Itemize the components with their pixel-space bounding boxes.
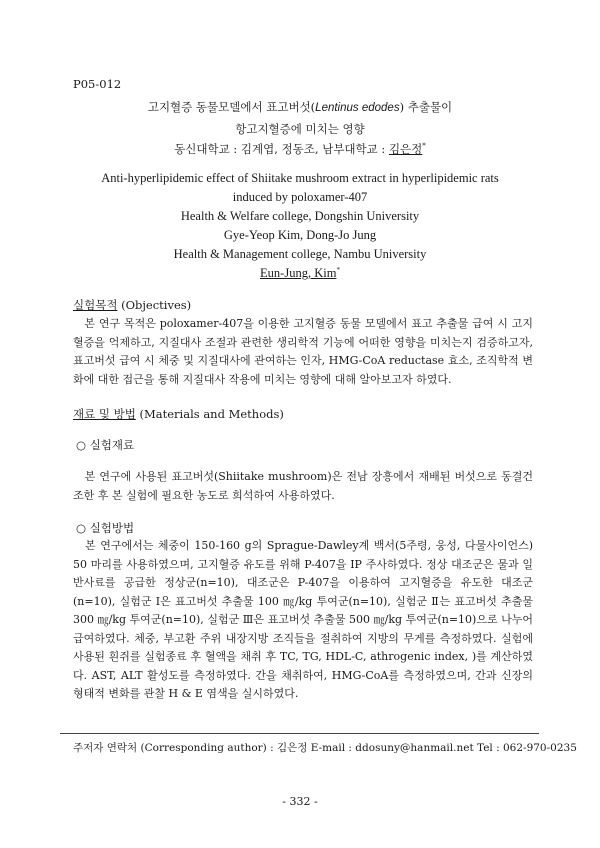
korean-title-line1	[60, 99, 540, 115]
page-number: - 332 -	[282, 795, 318, 808]
korean-affiliations: 동신대학교 : 김계엽, 정동조, 남부대학교 :	[174, 142, 389, 156]
korean-title-line2: 항고지혈증에 미치는 영향	[235, 122, 365, 136]
methods-heading-en: (Materials and Methods)	[135, 407, 284, 421]
objectives-heading	[73, 297, 191, 313]
corresponding-footnote: 주저자 연락처 (Corresponding author) : 김은정 E-mail : ddosuny@hanmail.net Tel : 062-970-0235	[73, 742, 577, 754]
corresponding-mark: *	[422, 142, 426, 151]
scientific-name: Lentinus edodes	[315, 102, 400, 114]
corresponding-author-en: Eun-Jung, Kim	[260, 266, 337, 281]
korean-authors	[60, 141, 540, 157]
procedure-body	[73, 537, 533, 704]
objectives-body	[73, 315, 533, 389]
korean-title-text: 고지혈증 동물모델에서 표고버섯(	[147, 100, 316, 114]
english-title-line2: induced by poloxamer-407	[232, 190, 368, 204]
corresponding-mark-en: *	[336, 266, 340, 274]
objectives-text: 본 연구 목적은 poloxamer-407을 이용한 고지혈증 동물 모델에서 표고 추출물 급여 시 고지혈증을 억제하고, 지질대사 조절과 관련한 생리학적 기능에 어떠한 영향을 미치는지 검증하고자, 표고버섯 급여 시 체중 및 지질대사에 관여하는 인자, HMG-CoA reductase 효소, 조직학적 변화에 대한 접근을 통해 지질대사 작용에 미치는 영향에 대해 알아보고자 하였다.	[73, 317, 533, 386]
english-affiliation-2: Health & Management college, Nambu University	[173, 247, 427, 261]
materials-text: 본 연구에 사용된 표고버섯(Shiitake mushroom)은 전남 장흥에서 재배된 버섯으로 동결건조한 후 본 실험에 필요한 농도로 희석하여 사용하였다.	[73, 470, 533, 502]
english-title-line1: Anti-hyperlipidemic effect of Shiitake mushroom extract in hyperlipidemic rats	[101, 171, 499, 185]
english-authors-1: Gye-Yeop Kim, Dong-Jo Jung	[223, 228, 377, 242]
footnote-divider	[60, 733, 539, 734]
objectives-heading-ko: 실험목적	[73, 298, 118, 312]
procedure-text: 본 연구에서는 체중이 150-160 g의 Sprague-Dawley계 백서(5주령, 웅성, 다물사이언스) 50 마리를 사용하였으며, 고지혈증 유도를 위해 P-407을 IP 주사하였다. 정상 대조군은 물과 일반사료를 공급한 정상군(n=10), 대조군은 P-407을 이용하여 고지혈증을 유도한 대조군(n=10), 실험군 I은 표고버섯 추출물 100 ㎎/kg 투여군(n=10), 실험군 Ⅱ는 표고버섯 추출물 300 ㎎/kg 투여군(n=10), 실험군 Ⅲ은 표고버섯 추출물 500 ㎎/kg 투여군(n=10)으로 나누어 급여하였다. 체중, 부고환 주위 내장지방 조직들을 절취하여 지방의 무게를 측정하였다. 실험에 사용된 흰쥐를 실험종료 후 혈액을 채취 후 TC, TG, HDL-C, athrogenic index, )를 계산하였다. AST, ALT 활성도를 측정하였다. 간을 채취하여, HMG-CoA를 측정하였으며, 간과 신장의 형태적 변화를 관찰 H & E 염색을 실시하였다.	[73, 539, 533, 700]
materials-heading: ○ 실험재료	[76, 438, 135, 452]
materials-body	[73, 468, 533, 505]
objectives-heading-en: (Objectives)	[117, 298, 192, 312]
methods-heading	[73, 406, 284, 422]
english-affiliation-1: Health & Welfare college, Dongshin University	[180, 209, 420, 223]
english-author-2	[60, 266, 540, 281]
abstract-code: P05-012	[73, 77, 122, 91]
corresponding-author-ko: 김은정	[388, 142, 423, 156]
procedure-heading: ○ 실험방법	[76, 521, 135, 535]
korean-title-text-end: ) 추출물이	[399, 100, 453, 114]
methods-heading-ko: 재료 및 방법	[73, 407, 136, 421]
